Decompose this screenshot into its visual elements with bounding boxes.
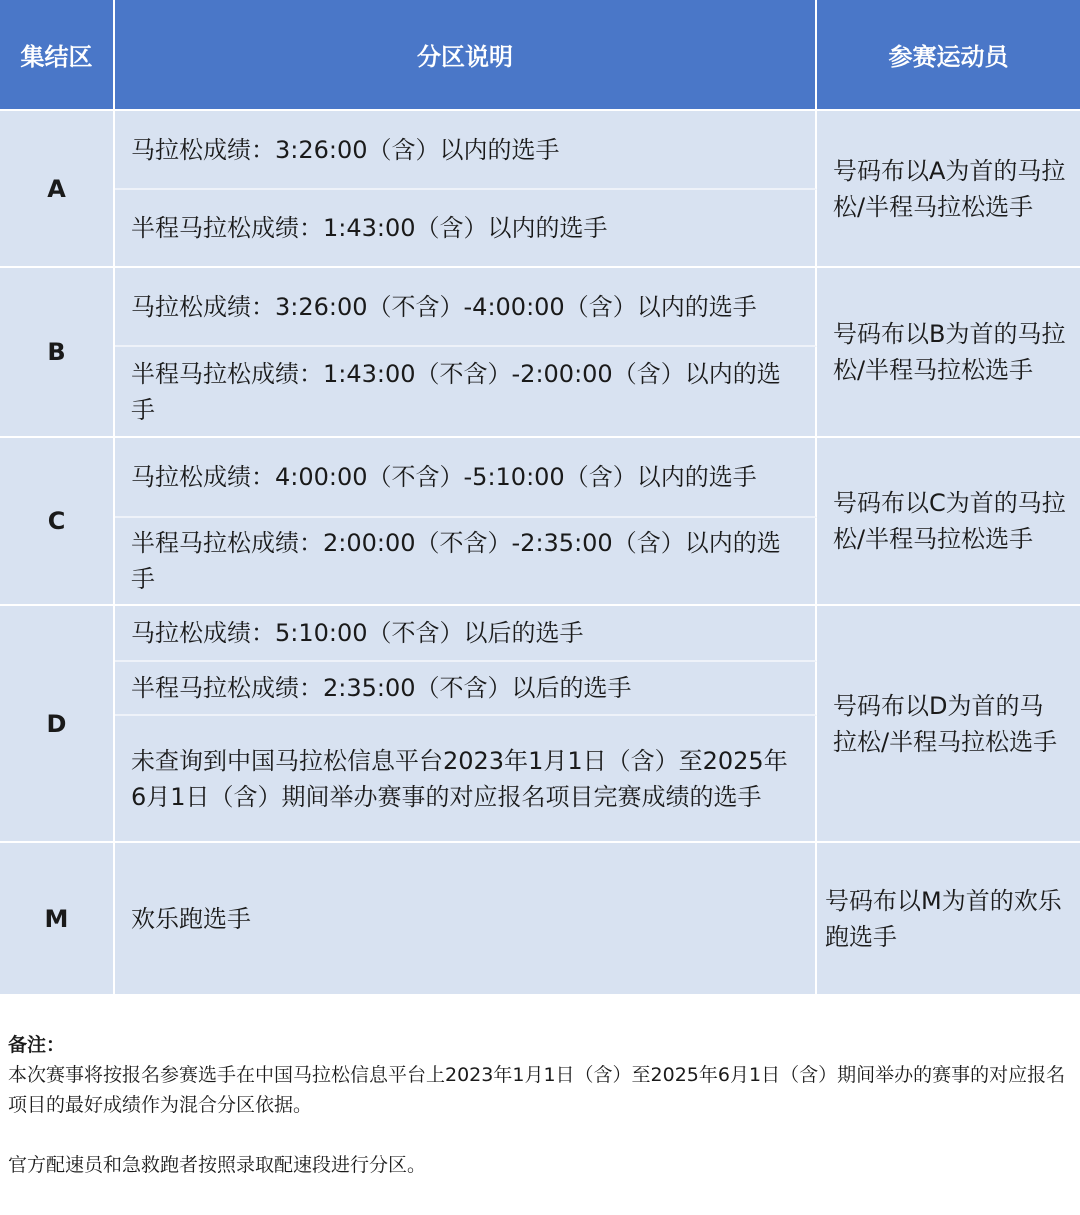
notes-title: 备注： <box>8 1034 66 1056</box>
notes-paragraph-2: 官方配速员和急救跑者按照录取配速段进行分区。 <box>8 1154 427 1176</box>
zone-label-d: D <box>0 606 115 843</box>
header-athletes: 参赛运动员 <box>817 0 1080 111</box>
zone-d-desc-3: 未查询到中国马拉松信息平台2023年1月1日（含）至2025年6月1日（含）期间举办赛事的对应报名项目完赛成绩的选手 <box>115 716 817 843</box>
header-zone: 集结区 <box>0 0 115 111</box>
zone-label-a: A <box>0 111 115 268</box>
zone-c-athletes: 号码布以C为首的马拉松/半程马拉松选手 <box>817 438 1080 606</box>
notes-section <box>8 1030 1068 1180</box>
zone-d-athletes: 号码布以D为首的马拉松/半程马拉松选手 <box>817 606 1080 843</box>
header-description: 分区说明 <box>115 0 817 111</box>
zone-a-desc-2: 半程马拉松成绩：1:43:00（含）以内的选手 <box>115 190 817 268</box>
zone-c-desc-2: 半程马拉松成绩：2:00:00（不含）-2:35:00（含）以内的选手 <box>115 518 817 606</box>
zone-a-desc-1: 马拉松成绩：3:26:00（含）以内的选手 <box>115 111 817 190</box>
notes-paragraph-1: 本次赛事将按报名参赛选手在中国马拉松信息平台上2023年1月1日（含）至2025年6月1日（含）期间举办的赛事的对应报名项目的最好成绩作为混合分区依据。 <box>8 1064 1066 1116</box>
zone-m-desc-1: 欢乐跑选手 <box>115 843 817 994</box>
zone-d-desc-1: 马拉松成绩：5:10:00（不含）以后的选手 <box>115 606 817 662</box>
zone-a-athletes: 号码布以A为首的马拉松/半程马拉松选手 <box>817 111 1080 268</box>
zone-b-desc-2: 半程马拉松成绩：1:43:00（不含）-2:00:00（含）以内的选手 <box>115 347 817 438</box>
zone-b-desc-1: 马拉松成绩：3:26:00（不含）-4:00:00（含）以内的选手 <box>115 268 817 347</box>
zone-label-b: B <box>0 268 115 438</box>
zone-m-athletes: 号码布以M为首的欢乐跑选手 <box>817 843 1080 994</box>
zone-label-m: M <box>0 843 115 994</box>
zone-label-c: C <box>0 438 115 606</box>
zone-b-athletes: 号码布以B为首的马拉松/半程马拉松选手 <box>817 268 1080 438</box>
zone-d-desc-2: 半程马拉松成绩：2:35:00（不含）以后的选手 <box>115 662 817 716</box>
zone-c-desc-1: 马拉松成绩：4:00:00（不含）-5:10:00（含）以内的选手 <box>115 438 817 518</box>
